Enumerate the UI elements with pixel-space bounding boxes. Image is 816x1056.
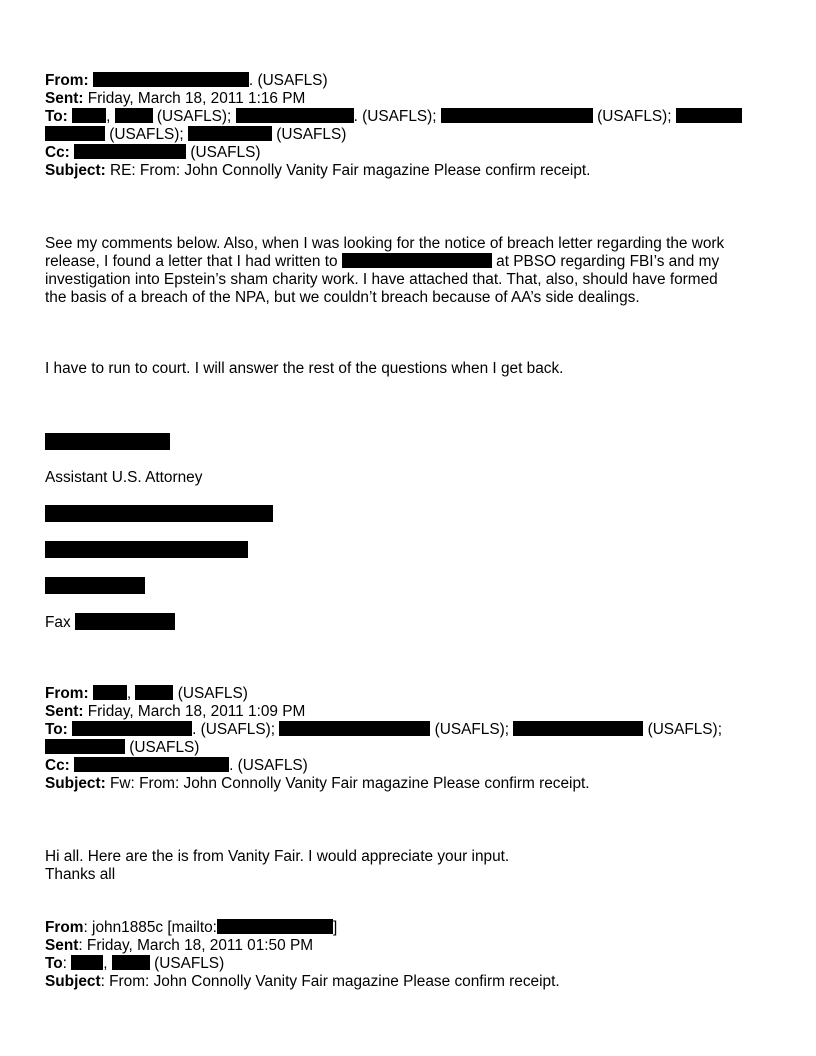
redaction: [279, 721, 430, 736]
email1-from-line: [45, 72, 328, 90]
email1-subject-line: [45, 162, 590, 180]
recipient-suffix: . (USAFLS): [353, 108, 433, 125]
subject-label: Subject:: [45, 162, 106, 179]
signature-title: Assistant U.S. Attorney: [45, 469, 203, 486]
email3-subject-line: [45, 973, 560, 991]
subject-value: Fw: From: John Connolly Vanity Fair magazine Please confirm receipt.: [110, 775, 590, 792]
email3-from-line: From: john1885c [mailto: ]: [45, 919, 338, 936]
redaction: [236, 108, 354, 123]
redaction: [112, 955, 150, 970]
redaction: [342, 253, 492, 268]
redaction: [513, 721, 643, 736]
fax-label: Fax: [45, 614, 71, 631]
from-suffix: . (USAFLS): [248, 72, 328, 89]
email2-to-line: To: . (USAFLS); (USAFLS); (USAFLS);: [45, 721, 722, 738]
redaction: [72, 108, 106, 123]
body-line-3: investigation into Epstein’s sham charity work. I have attached that. That, also, should have formed: [45, 271, 718, 288]
cc-label: Cc:: [45, 757, 70, 774]
redaction-signature-city: [45, 541, 248, 558]
email1-cc-line: Cc: (USAFLS): [45, 144, 261, 161]
subject-value: RE: From: John Connolly Vanity Fair magazine Please confirm receipt.: [110, 162, 591, 179]
from-label: From:: [45, 72, 89, 89]
subject-label: Subject:: [45, 775, 106, 792]
email2-cc-line: Cc: . (USAFLS): [45, 757, 308, 774]
sent-label: Sent:: [45, 703, 84, 720]
from-label: From:: [45, 685, 89, 702]
redaction-signature-phone: [45, 577, 145, 594]
redaction: [93, 72, 249, 87]
redaction-signature-address: [45, 505, 273, 522]
email3-sent-line: [45, 937, 313, 955]
subject-label: Subject: [45, 973, 101, 990]
sent-value: Friday, March 18, 2011 1:09 PM: [87, 703, 306, 720]
redaction: [72, 721, 192, 736]
redaction: [188, 126, 272, 141]
redaction: [441, 108, 593, 123]
email2-from-line: From: , (USAFLS): [45, 685, 248, 702]
sent-value: : Friday, March 18, 2011 01:50 PM: [78, 937, 314, 954]
redaction: [75, 613, 175, 630]
email1-to-line-2: (USAFLS); (USAFLS): [45, 126, 346, 144]
redaction: [45, 739, 125, 754]
redaction-signature-name: [45, 433, 170, 450]
body-line-1: See my comments below. Also, when I was looking for the notice of breach letter regarding the work: [45, 235, 725, 252]
redaction: [93, 685, 127, 700]
email2-to-line-2: (USAFLS): [45, 739, 199, 757]
redaction: [217, 919, 333, 934]
from-label: From: [45, 919, 84, 936]
redaction: [74, 144, 186, 159]
from-value: : john1885c [mailto:: [83, 919, 217, 936]
redaction: [676, 108, 742, 123]
sent-value: Friday, March 18, 2011 1:16 PM: [87, 90, 306, 107]
redaction: [135, 685, 173, 700]
email1-sent-line: [45, 90, 305, 108]
redaction: [45, 126, 105, 141]
body-line-2: release, I found a letter that I had written to at PBSO regarding FBI’s and my: [45, 253, 720, 270]
sent-label: Sent:: [45, 90, 84, 107]
body-line-4: the basis of a breach of the NPA, but we couldn’t breach because of AA’s side dealings.: [45, 289, 640, 306]
fax-line: [45, 613, 175, 632]
cc-label: Cc:: [45, 144, 70, 161]
email2-sent-line: [45, 703, 305, 721]
email2-body-line-2: Thanks all: [45, 866, 116, 883]
email1-to-line: To: , (USAFLS); . (USAFLS); (USAFLS);: [45, 108, 742, 126]
sent-label: Sent: [45, 937, 79, 954]
subject-value: : From: John Connolly Vanity Fair magazine Please confirm receipt.: [100, 973, 560, 990]
to-label: To: [45, 955, 63, 972]
email2-subject-line: [45, 775, 590, 793]
email3-to-line: To: , (USAFLS): [45, 955, 225, 972]
redaction: [115, 108, 153, 123]
redaction: [74, 757, 229, 772]
to-label: To:: [45, 108, 68, 125]
to-label: To:: [45, 721, 68, 738]
redaction: [71, 955, 103, 970]
court-line: I have to run to court. I will answer the rest of the questions when I get back.: [45, 360, 564, 377]
email2-body-line-1: Hi all. Here are the is from Vanity Fair. I would appreciate your input.: [45, 848, 510, 865]
